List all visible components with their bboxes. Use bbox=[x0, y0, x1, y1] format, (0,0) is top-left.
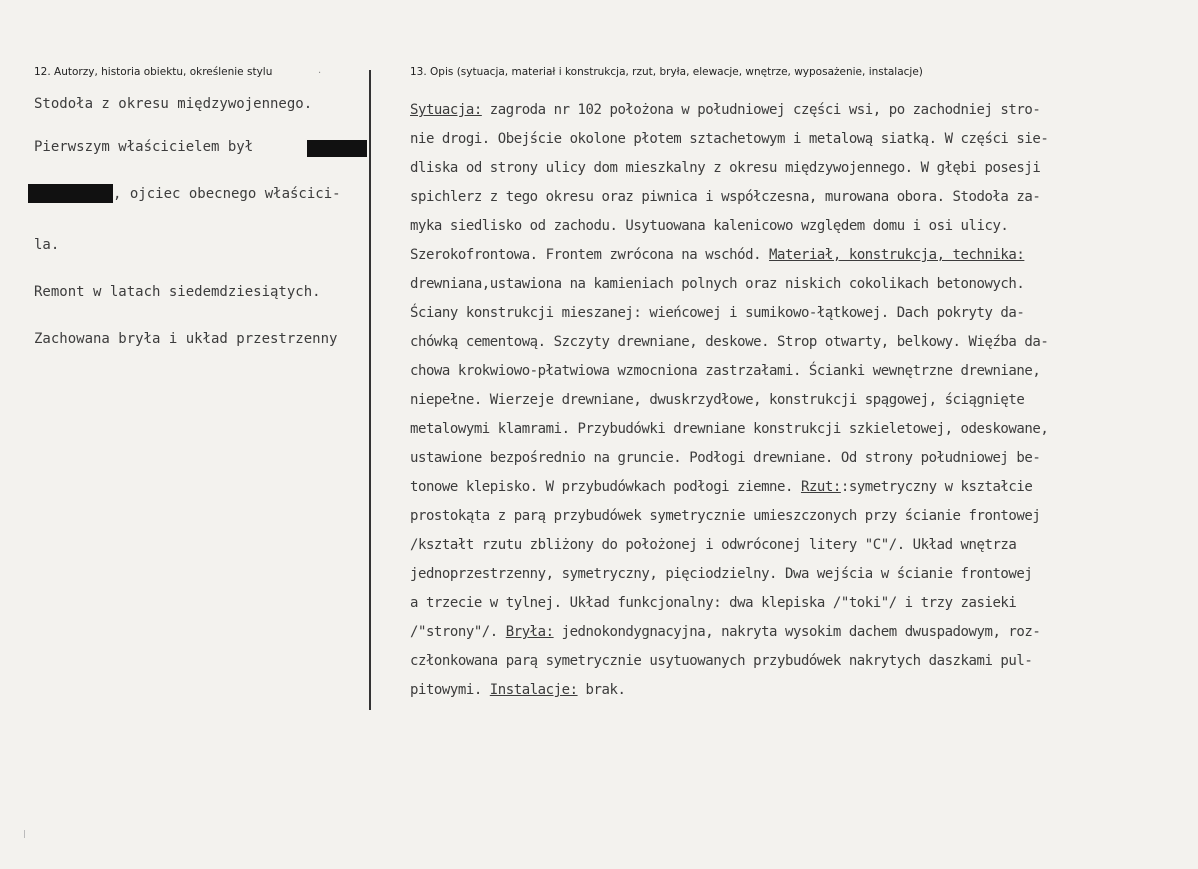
history-line-5: Remont w latach siedemdziesiątych. bbox=[34, 284, 321, 300]
description-line: nie drogi. Obejście okolone płotem sztachetowym i metalową siatką. W części sie- bbox=[410, 131, 1049, 147]
description-line bbox=[410, 241, 1048, 270]
redaction-bar bbox=[307, 140, 367, 157]
description-line: a trzecie w tylnej. Układ funkcjonalny: dwa klepiska /"toki"/ i trzy zasieki bbox=[410, 595, 1017, 611]
history-line-6: Zachowana bryła i układ przestrzenny bbox=[34, 331, 338, 347]
label-material: Materiał, konstrukcja, technika: bbox=[769, 247, 1025, 263]
description-text: jednokondygnacyjna, nakryta wysokim dachem dwuspadowym, roz- bbox=[553, 624, 1041, 640]
section-13-header: 13. Opis (sytuacja, materiał i konstrukcja, rzut, bryła, elewacje, wnętrze, wyposażenie, instalacje) bbox=[410, 66, 923, 78]
description-text: Szerokofrontowa. Frontem zwrócona na wschód. bbox=[410, 247, 770, 263]
label-bryla: Bryła: bbox=[505, 624, 554, 640]
history-line-4: la. bbox=[34, 237, 60, 253]
description-text: brak. bbox=[577, 682, 626, 698]
description-text: /"strony"/. bbox=[410, 624, 506, 640]
history-line-1: Stodoła z okresu międzywojennego. bbox=[34, 96, 313, 112]
description-line: metalowymi klamrami. Przybudówki drewniane konstrukcji szkieletowej, odeskowane, bbox=[410, 421, 1049, 437]
description-line bbox=[410, 618, 1048, 647]
description-column bbox=[410, 96, 1048, 705]
description-text: :symetryczny w kształcie bbox=[840, 479, 1033, 495]
description-line bbox=[410, 473, 1048, 502]
description-line: drewniana,ustawiona na kamieniach polnych oraz niskich cokolikach betonowych. bbox=[410, 276, 1025, 292]
description-line: ustawione bezpośrednio na gruncie. Podłogi drewniane. Od strony południowej be- bbox=[410, 450, 1041, 466]
description-line: jednoprzestrzenny, symetryczny, pięciodzielny. Dwa wejścia w ścianie frontowej bbox=[410, 566, 1033, 582]
description-line: myka siedlisko od zachodu. Usytuowana kalenicowo względem domu i osi ulicy. bbox=[410, 218, 1009, 234]
label-sytuacja: Sytuacja: bbox=[410, 102, 482, 118]
description-line: prostokąta z parą przybudówek symetrycznie umieszczonych przy ścianie frontowej bbox=[410, 508, 1041, 524]
stray-mark: · bbox=[318, 68, 322, 79]
description-line: /kształt rzutu zbliżony do położonej i odwróconej litery "C"/. Układ wnętrza bbox=[410, 537, 1017, 553]
history-line-2: Pierwszym właścicielem był bbox=[34, 139, 254, 155]
description-line: chowa krokwiowo-płatwiowa wzmocniona zastrzałami. Ścianki wewnętrzne drewniane, bbox=[410, 363, 1041, 379]
section-12-header: 12. Autorzy, historia obiektu, określenie stylu bbox=[34, 66, 273, 78]
history-line-3: , ojciec obecnego właścici- bbox=[113, 186, 341, 202]
description-line: chówką cementową. Szczyty drewniane, deskowe. Strop otwarty, belkowy. Więźba da- bbox=[410, 334, 1049, 350]
description-text: tonowe klepisko. W przybudówkach podłogi ziemne. bbox=[410, 479, 801, 495]
column-divider bbox=[369, 70, 371, 710]
description-line: Ściany konstrukcji mieszanej: wieńcowej i sumikowo-łątkowej. Dach pokryty da- bbox=[410, 305, 1025, 321]
label-rzut: Rzut: bbox=[800, 479, 841, 495]
redaction-bar bbox=[28, 184, 113, 203]
description-line: dliska od strony ulicy dom mieszkalny z okresu międzywojennego. W głębi posesji bbox=[410, 160, 1041, 176]
description-text: pitowymi. bbox=[410, 682, 490, 698]
margin-mark bbox=[24, 830, 29, 838]
description-line: niepełne. Wierzeje drewniane, dwuskrzydłowe, konstrukcji spągowej, ściągnięte bbox=[410, 392, 1025, 408]
description-line: członkowana parą symetrycznie usytuowanych przybudówek nakrytych daszkami pul- bbox=[410, 653, 1033, 669]
label-instalacje: Instalacje: bbox=[489, 682, 578, 698]
description-line bbox=[410, 96, 1048, 125]
description-text: zagroda nr 102 położona w południowej części wsi, po zachodniej stro- bbox=[481, 102, 1041, 118]
description-line bbox=[410, 676, 1048, 705]
description-line: spichlerz z tego okresu oraz piwnica i współczesna, murowana obora. Stodoła za- bbox=[410, 189, 1041, 205]
